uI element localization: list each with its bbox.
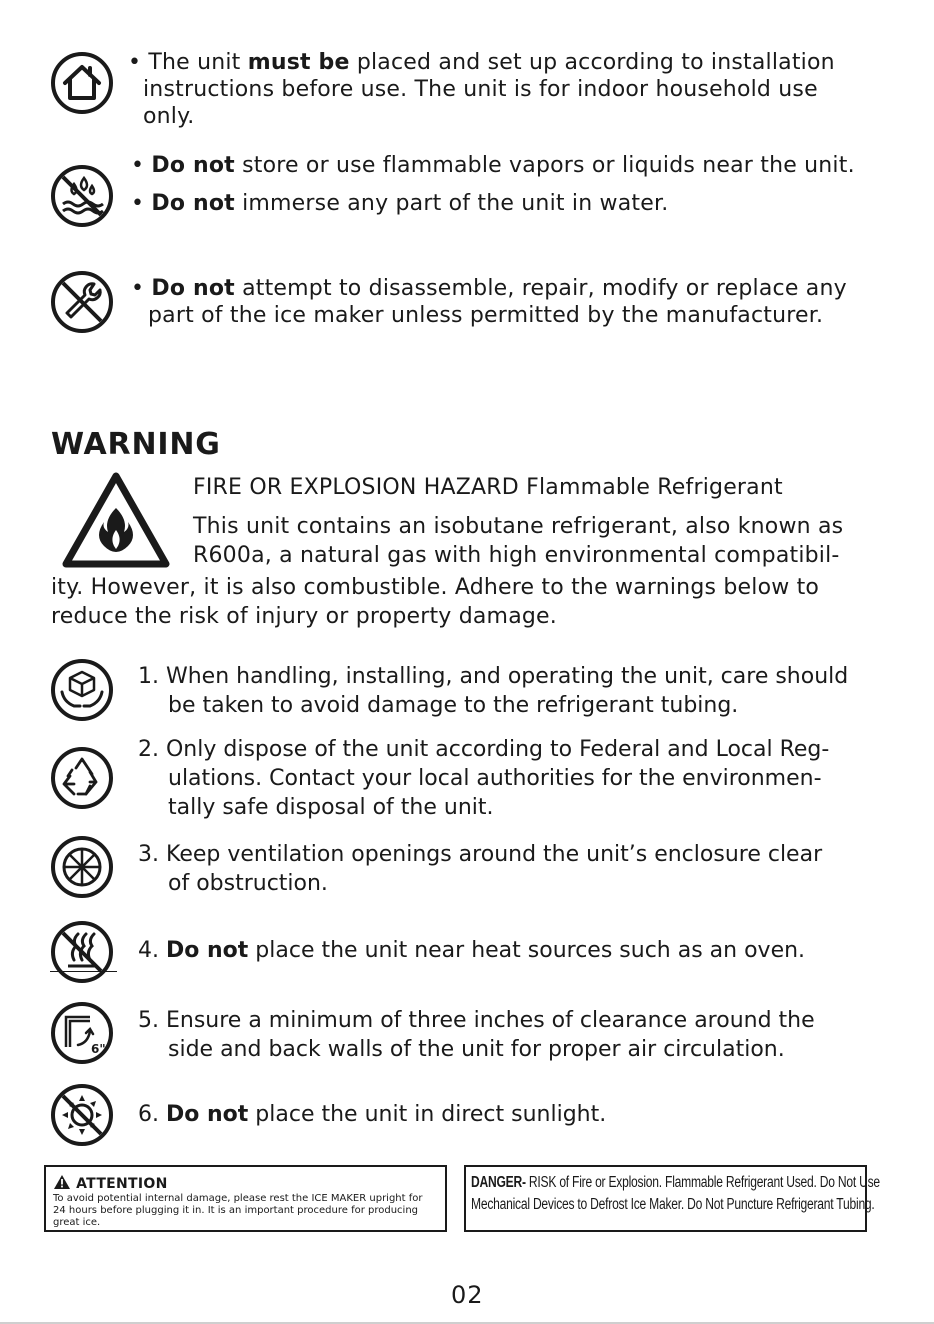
list-item-5-line2: side and back walls of the unit for proper air circulation. [168,1037,785,1062]
attention-header: ATTENTION [53,1173,168,1191]
house-icon [50,51,114,115]
icon-underline [50,971,117,972]
hazard-heading: FIRE OR EXPLOSION HAZARD Flammable Refrigerant [193,475,783,500]
warning-para-line4: reduce the risk of injury or property damage. [51,604,557,629]
fire-warning-icon [60,470,172,570]
clearance-icon [50,1001,114,1065]
ventilation-icon [50,835,114,899]
list-item-5-line1: 5. Ensure a minimum of three inches of clearance around the [138,1008,815,1033]
handle-with-care-icon [50,658,114,722]
alert-triangle-icon [53,1174,71,1190]
no-heat-icon [50,920,114,984]
warning-para-line3: ity. However, it is also combustible. Adhere to the warnings below to [51,575,820,600]
no-sunlight-icon [50,1083,114,1147]
attention-body: To avoid potential internal damage, please rest the ICE MAKER upright for 24 hours before plugging it in. It is an important procedure for producing great ice. [53,1193,423,1228]
warning-para-line2: R600a, a natural gas with high environmental compatibil- [193,543,840,568]
list-item-2-line3: tally safe disposal of the unit. [168,795,494,820]
list-item-2-line1: 2. Only dispose of the unit according to Federal and Local Reg- [138,737,830,762]
danger-text: DANGER- RISK of Fire or Explosion. Flammable Refrigerant Used. Do Not Use Mechanical Devices to Defrost Ice Maker. Do Not Puncture Refrigerant Tubing. [471,1174,880,1213]
page-number: 02 [451,1281,484,1309]
no-liquids-icon [50,164,114,228]
list-item-1-line2: be taken to avoid damage to the refrigerant tubing. [168,693,739,718]
immerse-bullet: • Do not immerse any part of the unit in water. [131,191,669,216]
flammable-bullet: • Do not store or use flammable vapors or liquids near the unit. [131,153,855,178]
attention-box [44,1165,447,1232]
danger-box [464,1165,880,1232]
home-bullet: • The unit must be placed and set up according to installation instructions before use. The unit is for indoor household use only. [128,50,835,129]
repair-bullet: • Do not attempt to disassemble, repair, modify or replace any part of the ice maker unless permitted by the manufacturer. [131,276,847,328]
list-item-4: 4. Do not place the unit near heat sources such as an oven. [138,938,806,963]
warning-title: WARNING [51,427,221,462]
list-item-3-line1: 3. Keep ventilation openings around the unit’s enclosure clear [138,842,823,867]
list-item-6: 6. Do not place the unit in direct sunlight. [138,1102,607,1127]
list-item-3-line2: of obstruction. [168,871,328,896]
clearance-icon-label: 6" [91,1042,106,1056]
no-repair-icon [50,270,114,334]
recycle-icon [50,746,114,810]
list-item-2-line2: ulations. Contact your local authorities for the environmen- [168,766,822,791]
warning-para-line1: This unit contains an isobutane refrigerant, also known as [193,514,844,539]
list-item-1-line1: 1. When handling, installing, and operating the unit, care should [138,664,849,689]
